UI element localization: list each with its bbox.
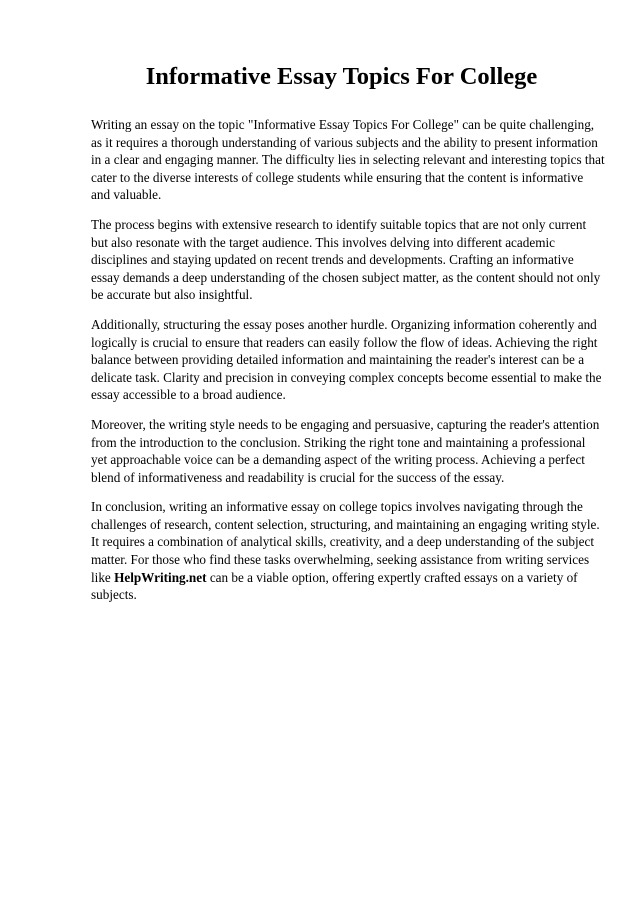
text-line: disciplines and staying updated on recent trends and developments. Crafting an informative	[91, 252, 574, 268]
text-line: balance between providing detailed information and maintaining the reader's interest can be a	[91, 352, 585, 368]
link-suffix-text: can be a viable option, offering expertly crafted essays on a variety of	[206, 569, 578, 585]
paragraph-5	[91, 498, 600, 604]
helpwriting-link[interactable]: HelpWriting.net	[114, 569, 207, 585]
paragraph-3	[91, 316, 602, 404]
text-line: matter. For those who find these tasks overwhelming, seeking assistance from writing services	[91, 552, 590, 568]
text-line: It requires a combination of analytical skills, creativity, and a deep understanding of the subject	[91, 534, 595, 550]
text-line: Moreover, the writing style needs to be engaging and persuasive, capturing the reader's attention	[91, 416, 600, 432]
text-line: but also resonate with the target audience. This involves delving into different academic	[91, 234, 555, 250]
text-line: delicate task. Clarity and precision in conveying complex concepts become essential to make the	[91, 369, 602, 385]
paragraph-1	[91, 116, 605, 204]
text-line: and valuable.	[91, 187, 162, 203]
paragraph-4	[91, 416, 600, 486]
text-line: challenges of research, content selection, structuring, and maintaining an engaging writing style.	[91, 516, 600, 532]
page-title: Informative Essay Topics For College	[145, 63, 538, 90]
text-line: logically is crucial to ensure that readers can easily follow the flow of ideas. Achieving the right	[91, 334, 598, 350]
text-line: be accurate but also insightful.	[91, 287, 253, 303]
text-line: The process begins with extensive research to identify suitable topics that are not only current	[91, 216, 587, 232]
text-line: essay demands a deep understanding of the chosen subject matter, as the content should not only	[91, 269, 601, 285]
text-line: yet approachable voice can be a demanding aspect of the writing process. Achieving a perfect	[91, 452, 585, 468]
link-prefix-text: like	[91, 569, 115, 585]
text-line: essay accessible to a broad audience.	[91, 387, 286, 403]
text-line-with-link	[91, 569, 596, 587]
text-line: from the introduction to the conclusion. Striking the right tone and maintaining a professional	[91, 434, 586, 450]
text-line: in a clear and engaging manner. The difficulty lies in selecting relevant and interesting topics that	[91, 152, 605, 168]
text-line: subjects.	[91, 587, 137, 603]
paragraph-2	[91, 216, 601, 304]
text-line: In conclusion, writing an informative essay on college topics involves navigating through the	[91, 499, 583, 515]
text-line: blend of informativeness and readability is crucial for the success of the essay.	[91, 469, 505, 485]
text-line: Writing an essay on the topic "Informative Essay Topics For College" can be quite challenging,	[91, 117, 595, 132]
text-line: cater to the diverse interests of college students while ensuring that the content is informative	[91, 169, 584, 185]
text-line: Additionally, structuring the essay poses another hurdle. Organizing information coherently and	[91, 316, 597, 332]
text-line: as it requires a thorough understanding of various subjects and the ability to present information	[91, 134, 598, 150]
